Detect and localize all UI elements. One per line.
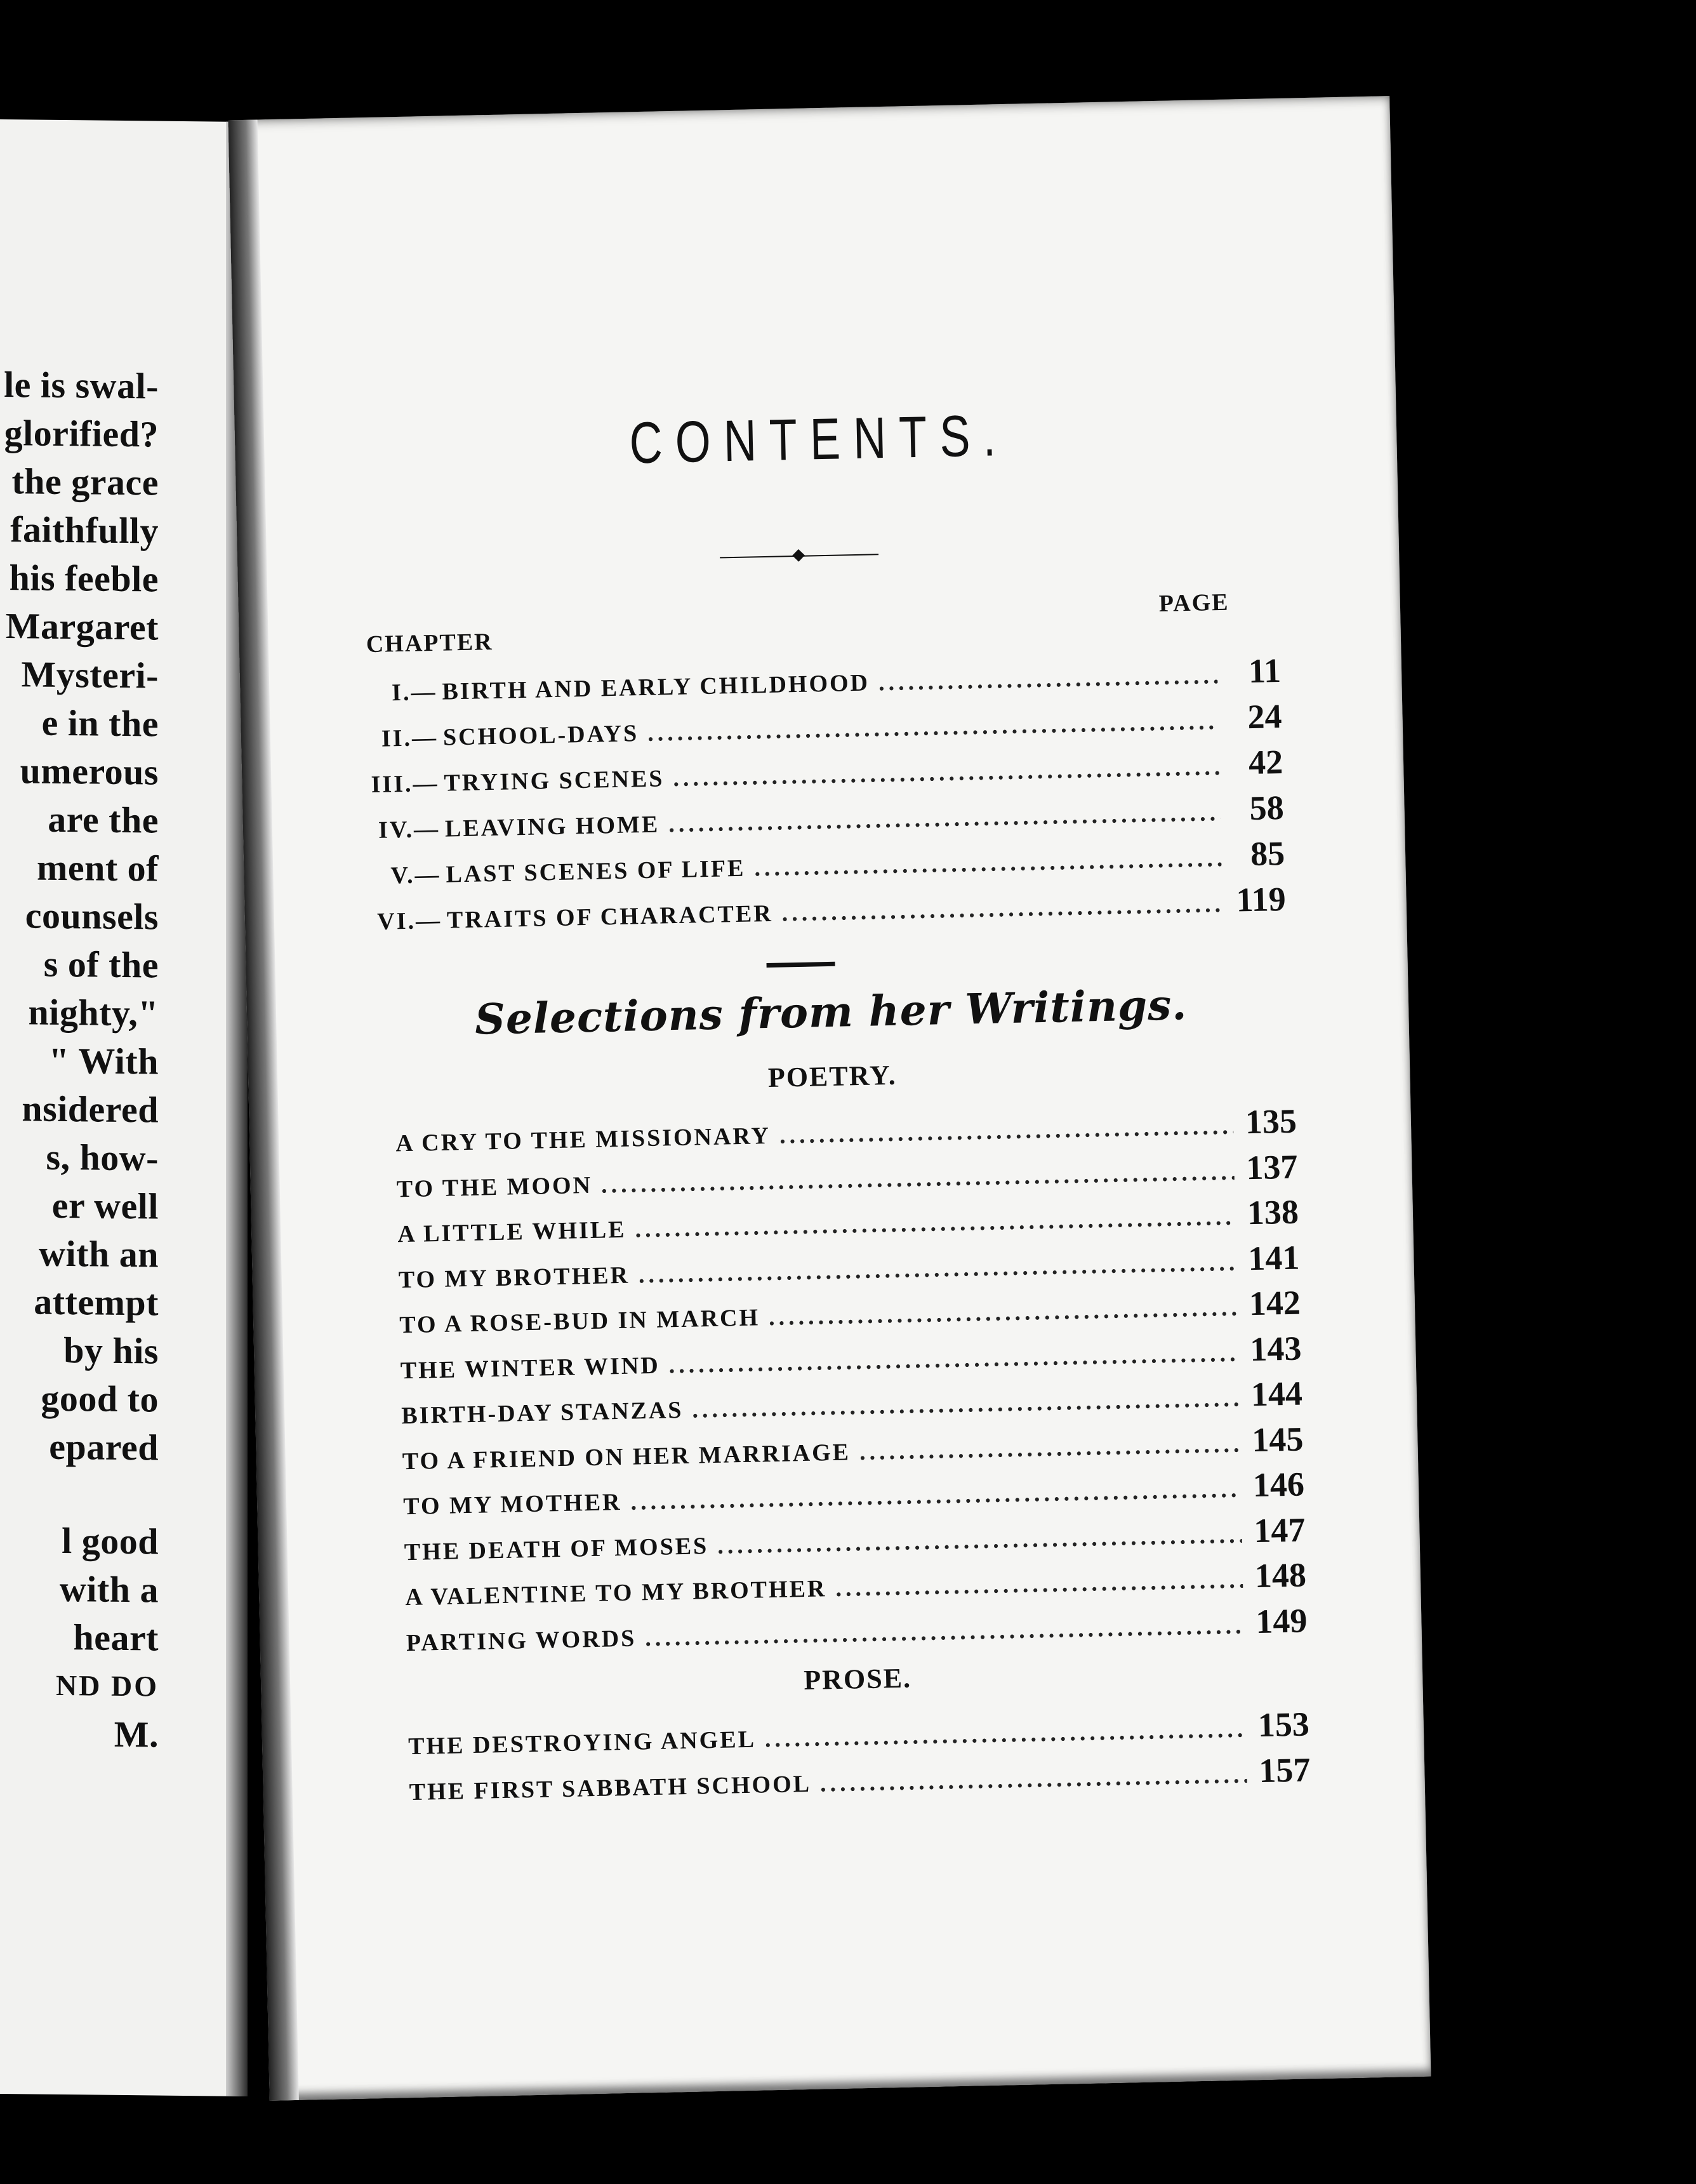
chapter-number: VI.— [376, 907, 442, 935]
entry-title: TO MY BROTHER [398, 1262, 630, 1293]
page-number: 58 [1249, 788, 1285, 828]
dot-leader [820, 1761, 1247, 1797]
dot-leader [764, 1715, 1246, 1753]
facing-line: attempt [34, 1281, 159, 1324]
dot-leader [645, 1611, 1244, 1652]
facing-page-fragment [0, 119, 248, 2096]
dot-leader [769, 1294, 1238, 1331]
facing-line: glorified? [4, 412, 159, 455]
selections-heading: Selections from her Writings. [474, 980, 1188, 1044]
page-number: 157 [1258, 1750, 1311, 1790]
entry-title: LAST SCENES OF LIFE [446, 855, 746, 888]
facing-line: with an [39, 1232, 159, 1275]
entry-title: THE FIRST SABBATH SCHOOL [409, 1770, 812, 1806]
chapter-column-label: CHAPTER [366, 628, 494, 658]
prose-list [407, 1704, 1311, 1814]
page-number: 149 [1255, 1601, 1308, 1641]
facing-line: faithfully [10, 509, 159, 552]
dot-leader [630, 1475, 1241, 1516]
facing-line: counsels [25, 895, 159, 938]
page-number: 138 [1247, 1192, 1299, 1232]
entry-title: THE DESTROYING ANGEL [407, 1726, 757, 1761]
page-number: 119 [1235, 879, 1287, 919]
facing-line: Margaret [5, 605, 159, 648]
page-number: 137 [1245, 1147, 1299, 1187]
page-number: 11 [1248, 651, 1282, 691]
dot-leader [779, 1112, 1233, 1150]
dot-leader [668, 799, 1221, 838]
entry-title: THE WINTER WIND [400, 1352, 661, 1384]
facing-line: l good [62, 1519, 159, 1562]
entry-title: LEAVING HOME [444, 811, 660, 842]
dot-leader [601, 1157, 1235, 1199]
page-column-label: PAGE [1158, 589, 1229, 617]
page-number: 146 [1252, 1465, 1305, 1505]
facing-line: umerous [20, 750, 159, 793]
chapter-number: II.— [381, 724, 439, 752]
page-number: 147 [1253, 1510, 1306, 1550]
facing-line: the grace [11, 460, 159, 503]
entry-title: A CRY TO THE MISSIONARY [395, 1122, 771, 1157]
prose-heading: PROSE. [803, 1662, 912, 1696]
facing-line: epared [49, 1425, 159, 1468]
dot-leader [859, 1430, 1240, 1466]
facing-line: nighty," [28, 991, 159, 1034]
entry-title: SCHOOL-DAYS [442, 720, 639, 751]
chapter-number: III.— [371, 769, 439, 799]
contents-body [355, 98, 1311, 1806]
facing-line: by his [63, 1329, 159, 1372]
entry-title: TO A FRIEND ON HER MARRIAGE [402, 1438, 851, 1475]
page-number: 141 [1247, 1238, 1301, 1277]
facing-page-text [4, 361, 159, 1759]
facing-line: heart [73, 1616, 159, 1659]
diamond-icon [792, 549, 805, 562]
dot-leader [673, 753, 1220, 792]
page-number: 144 [1250, 1374, 1303, 1414]
chapter-number: IV.— [378, 815, 441, 844]
facing-line: M. [114, 1713, 159, 1755]
dot-leader [717, 1521, 1242, 1559]
entry-title: TO A ROSE-BUD IN MARCH [399, 1304, 760, 1339]
dot-leader [668, 1339, 1238, 1379]
page-number: 135 [1245, 1102, 1297, 1142]
facing-line: his feeble [9, 557, 159, 600]
dot-leader [835, 1566, 1243, 1602]
title-ornament [720, 548, 878, 564]
poetry-heading: POETRY. [767, 1059, 898, 1094]
dot-leader [781, 890, 1222, 928]
poetry-list [395, 1102, 1308, 1665]
entry-title: A VALENTINE TO MY BROTHER [404, 1575, 827, 1611]
entry-title: TO THE MOON [396, 1171, 593, 1202]
facing-line: ment of [37, 846, 159, 889]
chapter-number: I.— [391, 678, 437, 707]
facing-line: are the [48, 798, 159, 841]
facing-line: e in the [41, 702, 159, 745]
dot-leader [878, 662, 1218, 696]
facing-line: with a [59, 1568, 159, 1611]
page-number: 42 [1248, 742, 1283, 782]
page-number: 145 [1251, 1419, 1304, 1459]
facing-line: er well [51, 1184, 159, 1227]
entry-title: BIRTH-DAY STANZAS [401, 1396, 684, 1430]
facing-line: s, how- [46, 1136, 159, 1179]
dot-leader [692, 1385, 1240, 1424]
chapter-list [367, 651, 1287, 944]
entry-title: THE DEATH OF MOSES [404, 1532, 709, 1566]
entry-title: TRYING SCENES [444, 765, 665, 797]
facing-line: good to [41, 1377, 159, 1420]
page-number: 85 [1250, 834, 1285, 874]
facing-line: ND DO [56, 1668, 159, 1703]
page-title: CONTENTS. [628, 403, 1009, 476]
dot-leader [635, 1203, 1235, 1244]
facing-line: Mysteri- [21, 653, 159, 696]
page-number: 153 [1257, 1705, 1310, 1745]
page-number: 148 [1254, 1555, 1307, 1595]
page-number: 143 [1249, 1329, 1302, 1368]
chapter-number: V.— [390, 861, 441, 889]
entry-title: TO MY MOTHER [402, 1489, 622, 1521]
entry-title: PARTING WORDS [406, 1625, 637, 1656]
facing-line: s of the [43, 943, 159, 986]
contents-page [229, 96, 1431, 2101]
dot-leader [754, 844, 1222, 882]
page-number: 24 [1247, 696, 1283, 736]
page-number: 142 [1249, 1283, 1301, 1323]
dot-leader [638, 1248, 1236, 1289]
section-divider [767, 962, 835, 968]
facing-line: nsidered [22, 1088, 159, 1131]
entry-title: BIRTH AND EARLY CHILDHOOD [442, 669, 870, 705]
entry-title: TRAITS OF CHARACTER [446, 900, 774, 934]
facing-line: le is swal- [4, 364, 159, 407]
entry-title: A LITTLE WHILE [397, 1216, 626, 1248]
dot-leader [647, 707, 1219, 747]
facing-line: " With [48, 1039, 159, 1082]
